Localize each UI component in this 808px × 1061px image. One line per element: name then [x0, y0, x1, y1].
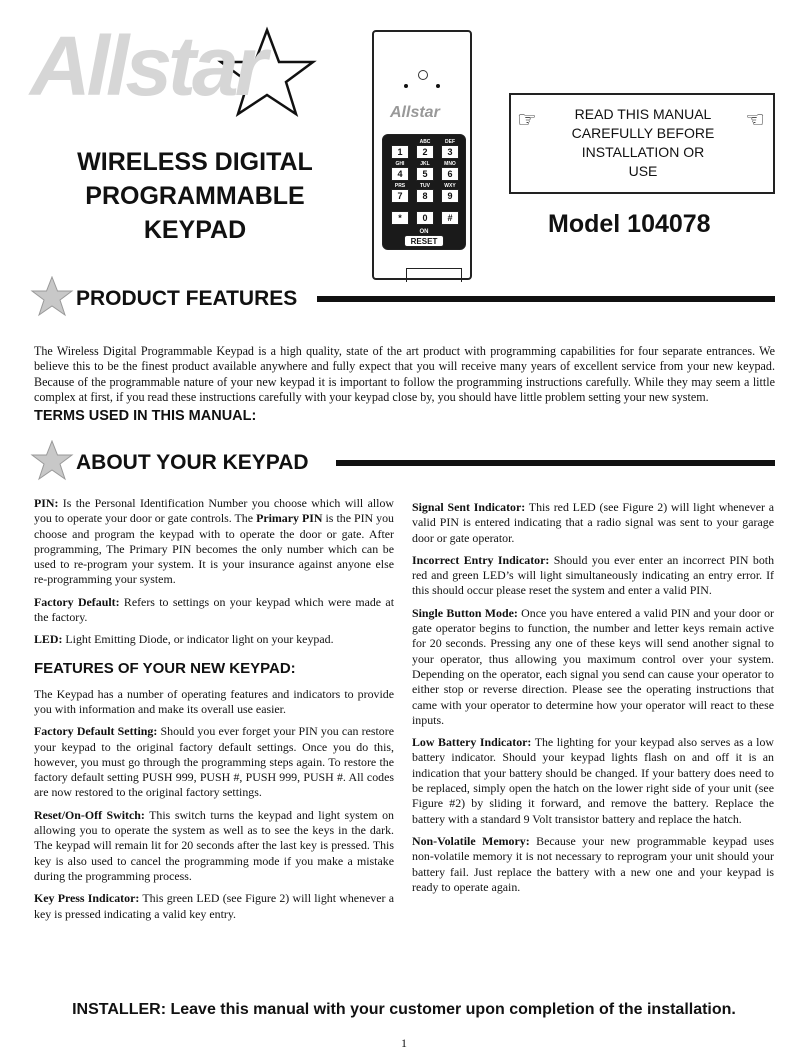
term-text: The lighting for your keypad also serves as a low battery indicator. Should your keypad lights flash on and off it is an indication that your battery should be changed. If your battery does need to be replaced, simply open the hatch on the lower right side of your unit (see Figure #2) by sliding it forward, and remove the battery. Replace the battery with a standard 9 Volt transistor battery and replace the hatch. — [412, 735, 774, 826]
key-digit: 3 — [447, 147, 453, 157]
reset-key — [404, 229, 444, 247]
key-digit: 6 — [447, 169, 453, 179]
keypad-key — [391, 145, 409, 159]
term-label: Incorrect Entry Indicator: — [412, 552, 550, 567]
keypad-key — [441, 183, 459, 203]
term-text: This switch turns the keypad and light system on allowing you to operate the system as well as to see the keys in the dark. The keypad will remain lit for 20 seconds after the last key is pressed. This key is also used to cancel the programming mode if you make a mistake during the programming process. — [34, 807, 394, 883]
right-column — [412, 500, 774, 902]
term-text: Should you ever forget your PIN you can restore your keypad to the original factory default settings. Once you do this, however, you must go through the programming steps again. To restore the factory default setting PUSH 999, PUSH #, PUSH 999, PUSH #. All codes are now restored to the original factory settings. — [34, 724, 394, 800]
section-product-features — [30, 282, 775, 322]
left-column — [34, 496, 394, 929]
keypad-key — [391, 211, 409, 225]
keypad-key — [416, 211, 434, 225]
key-digit: * — [398, 213, 402, 223]
key-letters: DEF — [445, 139, 455, 145]
term-label: Low Battery Indicator: — [412, 735, 532, 750]
term-label: Factory Default: — [34, 594, 120, 609]
term-text: Should you ever enter an incorrect PIN both red and green LED’s will light simultaneously indicating an entry error. If this should occur please reset the system and enter a valid PIN. — [412, 552, 775, 598]
keypad-illustration — [372, 30, 472, 280]
term-label: Factory Default Setting: — [34, 724, 158, 739]
keypad-key — [391, 183, 409, 203]
feature-factory-default-setting — [34, 724, 394, 800]
section-title: PRODUCT FEATURES — [76, 287, 298, 310]
key-digit: 8 — [422, 191, 428, 201]
term-led — [34, 632, 394, 647]
intro-paragraph: The Wireless Digital Programmable Keypad is a high quality, state of the art product with programming capabilities for four separate entrances. We believe this to be the finest product available anywhere and fully expect that you will receive many years of excellent service from your new keypad. Because of the programmable nature of your new keypad it is important to follow the programming instructions carefully. While they may seem a little complex at first, if you read these instructions carefully with your keypad close by, you should have little problem setting your new system. — [34, 344, 775, 405]
term-label: Single Button Mode: — [412, 605, 518, 620]
term-text: Because your new programmable keypad uses non-volatile memory it is not necessary to reprogram your unit should your battery fail. Just replace the battery with a new one and your keypad is ready to operate again. — [412, 833, 774, 894]
notice-line-4: USE — [628, 163, 658, 179]
key-letters: WXY — [444, 183, 456, 189]
reset-key-top-label: ON — [419, 229, 429, 235]
term-emphasis: Primary PIN — [256, 511, 323, 526]
model-number: Model 104078 — [548, 210, 711, 238]
keypad-key — [441, 211, 459, 225]
key-digit: 1 — [397, 147, 403, 157]
keypad-key — [416, 139, 434, 159]
pointing-hand-right-icon: ☞ — [517, 107, 537, 132]
term-text: Refers to settings on your keypad which were made at the factory. — [34, 594, 394, 625]
installer-note: INSTALLER: Leave this manual with your customer upon completion of the installation. — [72, 1001, 736, 1018]
keypad-key — [441, 139, 459, 159]
section-rule — [336, 460, 775, 466]
green-led-icon — [404, 84, 408, 88]
allstar-logo — [30, 20, 320, 120]
key-letters: ABC — [419, 139, 431, 145]
key-digit: 2 — [422, 147, 428, 157]
pointing-hand-left-icon: ☜ — [745, 107, 765, 132]
key-digit: 4 — [397, 169, 403, 179]
logo-text: Allstar — [30, 19, 264, 113]
section-star-icon — [30, 276, 74, 318]
term-label: Non-Volatile Memory: — [412, 833, 530, 848]
section-title: ABOUT YOUR KEYPAD — [76, 451, 309, 474]
features-intro: The Keypad has a number of operating features and indicators to provide you with information and make its overall use easier. — [34, 686, 394, 716]
product-title — [40, 145, 350, 247]
key-digit: 5 — [422, 169, 428, 179]
page-number: 1 — [401, 1036, 407, 1050]
keypad-key — [416, 161, 434, 181]
key-digit: 7 — [397, 191, 403, 201]
reset-key-label: RESET — [410, 237, 438, 246]
section-rule — [317, 296, 775, 302]
feature-non-volatile-memory — [412, 834, 774, 895]
term-text: Once you have entered a valid PIN and your door or gate operator begins to function, the number and letter keys remain active for 20 seconds. Pressing any one of these keys will send another signal to your operator, thus allowing you maximum control over your system. Depending on the operator, each signal you send can cause your operator to either stop or reverse direction. Please see the operating instructions that came with your operator to determine how your operator will react to these inputs. — [412, 605, 775, 727]
light-sensor-icon — [418, 70, 428, 80]
term-text: This green LED (see Figure 2) will light whenever a key is pressed indicating a valid key entry. — [34, 891, 394, 921]
term-text: Light Emitting Diode, or indicator light on your keypad. — [62, 632, 334, 647]
key-letters: JKL — [420, 161, 430, 167]
term-label: LED: — [34, 632, 63, 647]
read-manual-notice — [509, 93, 775, 194]
term-label: PIN: — [34, 496, 59, 510]
feature-signal-sent-indicator — [412, 500, 774, 546]
device-logo: Allstar — [390, 104, 440, 121]
keypad-key — [441, 161, 459, 181]
terms-heading: TERMS USED IN THIS MANUAL: — [34, 408, 257, 424]
feature-incorrect-entry-indicator — [412, 553, 774, 599]
notice-line-2: CAREFULLY BEFORE — [571, 125, 715, 141]
key-letters: PRS — [394, 183, 406, 189]
section-about-keypad — [30, 446, 775, 486]
notice-text — [555, 105, 731, 181]
notice-line-1: READ THIS MANUAL — [574, 106, 712, 122]
term-label: Signal Sent Indicator: — [412, 500, 526, 514]
term-factory-default — [34, 595, 394, 626]
key-digit: 9 — [447, 191, 453, 201]
title-line-3: KEYPAD — [143, 216, 247, 244]
term-text: This red LED (see Figure 2) will light whenever a valid PIN is entered indicating that a radio signal was sent to your garage door or gate operator. — [412, 500, 774, 545]
term-label: Reset/On-Off Switch: — [34, 807, 145, 822]
keypad-key — [391, 161, 409, 181]
key-letters: MNO — [444, 161, 456, 167]
key-digit: # — [447, 213, 453, 223]
key-panel — [382, 134, 466, 250]
red-led-icon — [436, 84, 440, 88]
keypad-key — [416, 183, 434, 203]
key-letters: TUV — [420, 183, 430, 189]
notice-line-3: INSTALLATION OR — [581, 144, 705, 160]
term-label: Key Press Indicator: — [34, 891, 140, 906]
section-star-icon — [30, 440, 74, 482]
term-text: Is the Personal Identification Number you choose which will allow you to operate your door or gate controls. The — [34, 496, 394, 526]
key-digit: 0 — [422, 213, 428, 223]
feature-low-battery-indicator — [412, 735, 774, 827]
feature-reset-switch — [34, 808, 394, 884]
title-line-1: WIRELESS DIGITAL — [77, 148, 313, 176]
term-text: is the PIN you choose and program the keypad with to operate the door or gate. After programming, The Primary PIN becomes the only number which can be used to re-program your system. It is your insurance against anyone else re-programming your system. — [34, 511, 394, 587]
battery-hatch — [406, 268, 462, 282]
term-pin — [34, 496, 394, 588]
key-letters: GHI — [395, 161, 405, 167]
features-heading: FEATURES OF YOUR NEW KEYPAD: — [34, 659, 296, 677]
feature-key-press-indicator — [34, 891, 394, 922]
title-line-2: PROGRAMMABLE — [85, 182, 305, 210]
feature-single-button-mode — [412, 606, 774, 728]
